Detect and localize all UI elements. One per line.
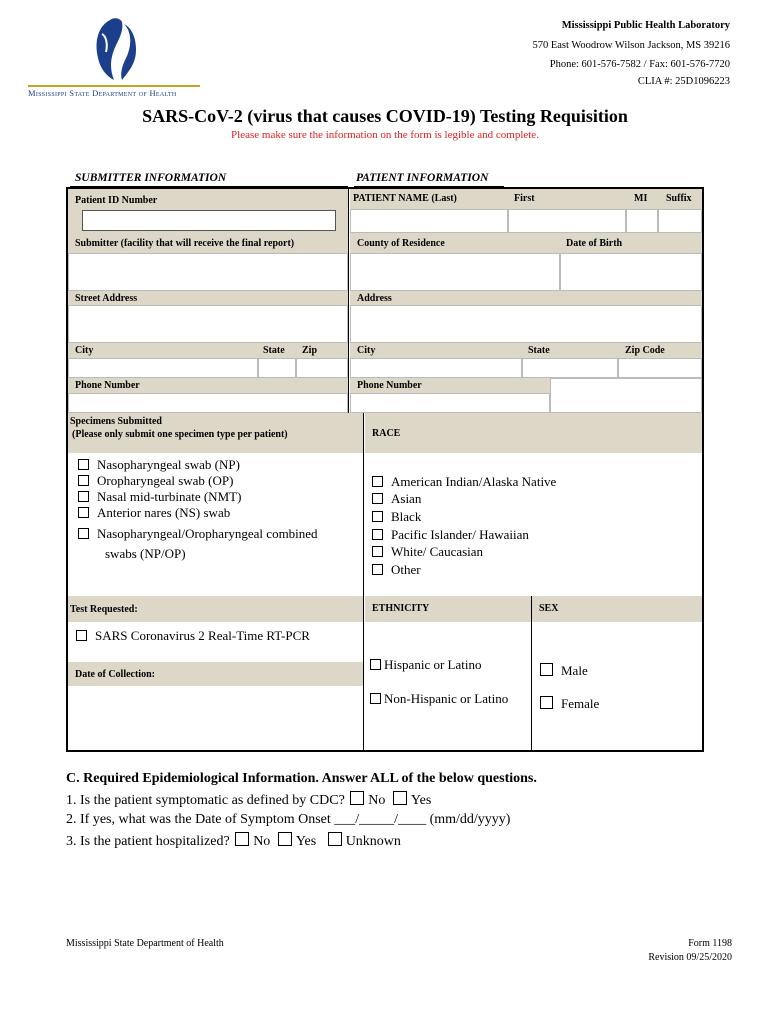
sex-male[interactable]: Male <box>540 662 588 679</box>
patient-address-label: Address <box>350 291 702 305</box>
logo-underline <box>28 85 200 87</box>
race-white[interactable]: White/ Caucasian <box>372 543 483 560</box>
city-input[interactable] <box>68 358 258 378</box>
race-pacific-islander[interactable]: Pacific Islander/ Hawaiian <box>372 526 529 543</box>
patient-state-label: State <box>522 343 618 358</box>
race-asian[interactable]: Asian <box>372 490 421 507</box>
q1-no-checkbox[interactable] <box>350 791 364 805</box>
patient-section-heading: PATIENT INFORMATION <box>356 172 489 184</box>
sex-label: SEX <box>532 596 702 622</box>
ethnicity-hispanic[interactable]: Hispanic or Latino <box>370 656 481 673</box>
phone-label: Phone Number <box>68 378 348 393</box>
q3-no-checkbox[interactable] <box>235 832 249 846</box>
patient-suffix-label: Suffix <box>658 189 702 209</box>
patient-phone-input[interactable] <box>350 393 550 413</box>
logo-text: Mississippi State Department of Health <box>28 88 177 98</box>
patient-city-label: City <box>350 343 522 358</box>
specimen-np-op-cont: swabs (NP/OP) <box>105 546 186 561</box>
footer-form-number: Form 1198 <box>688 938 732 949</box>
street-address-label: Street Address <box>68 291 348 305</box>
form-subtitle: Please make sure the information on the form is legible and complete. <box>231 129 539 141</box>
specimen-np-op-checkbox[interactable] <box>78 528 89 539</box>
patient-suffix-input[interactable] <box>658 209 702 233</box>
specimens-label-line1: Specimens Submitted <box>70 416 162 427</box>
patient-name-last-label: PATIENT NAME (Last) <box>350 189 508 209</box>
epi-heading: C. Required Epidemiological Information. Answer ALL of the below questions. <box>66 771 537 786</box>
patient-id-label: Patient ID Number <box>68 189 348 233</box>
state-input[interactable] <box>258 358 296 378</box>
lab-phone-fax: Phone: 601-576-7582 / Fax: 601-576-7720 <box>549 59 730 70</box>
date-of-collection-input[interactable] <box>68 686 363 750</box>
ethnicity-label: ETHNICITY <box>365 596 531 622</box>
lab-clia: CLIA #: 25D1096223 <box>637 76 730 87</box>
epi-question-2[interactable]: 2. If yes, what was the Date of Symptom Onset ___/_____/____ (mm/dd/yyyy) <box>66 812 511 827</box>
test-sars-cov2-pcr-checkbox[interactable] <box>76 630 87 641</box>
county-label: County of Residence <box>350 233 560 253</box>
specimen-ns-checkbox[interactable] <box>78 507 89 518</box>
q3-yes-checkbox[interactable] <box>278 832 292 846</box>
submitter-section-heading: SUBMITTER INFORMATION <box>75 172 227 184</box>
state-label: State <box>258 343 296 358</box>
city-label: City <box>68 343 258 358</box>
ethnicity-non-hispanic-checkbox[interactable] <box>370 693 381 704</box>
sex-female[interactable]: Female <box>540 695 599 712</box>
race-black-checkbox[interactable] <box>372 511 383 522</box>
patient-id-input[interactable] <box>82 210 336 231</box>
lab-name: Mississippi Public Health Laboratory <box>561 20 730 31</box>
test-sars-cov2-pcr[interactable]: SARS Coronavirus 2 Real-Time RT-PCR <box>76 627 310 644</box>
sex-female-checkbox[interactable] <box>540 696 553 709</box>
race-other-checkbox[interactable] <box>372 564 383 575</box>
sex-male-checkbox[interactable] <box>540 663 553 676</box>
submitter-input[interactable] <box>68 253 348 291</box>
race-other[interactable]: Other <box>372 561 421 578</box>
magnolia-leaf-icon <box>28 14 203 84</box>
ethnicity-non-hispanic[interactable]: Non-Hispanic or Latino <box>370 690 508 707</box>
patient-city-input[interactable] <box>350 358 522 378</box>
patient-first-input[interactable] <box>508 209 626 233</box>
race-american-indian[interactable]: American Indian/Alaska Native <box>372 473 556 490</box>
street-address-input[interactable] <box>68 305 348 343</box>
patient-phone-label: Phone Number <box>350 378 550 393</box>
specimen-nmt[interactable]: Nasal mid-turbinate (NMT) <box>78 488 241 505</box>
footer-left: Mississippi State Department of Health <box>66 938 224 949</box>
column-divider-lower <box>363 413 364 750</box>
specimen-np-checkbox[interactable] <box>78 459 89 470</box>
epi-question-3: 3. Is the patient hospitalized? No Yes Unknown <box>66 834 401 849</box>
phone-input[interactable] <box>68 393 348 413</box>
submitter-label: Submitter (facility that will receive the final report) <box>68 233 348 253</box>
specimens-label <box>68 413 363 453</box>
patient-name-last-input[interactable] <box>350 209 508 233</box>
msdh-logo <box>28 14 203 100</box>
specimen-ns[interactable]: Anterior nares (NS) swab <box>78 504 230 521</box>
race-american-indian-checkbox[interactable] <box>372 476 383 487</box>
zip-input[interactable] <box>296 358 348 378</box>
footer-revision: Revision 09/25/2020 <box>648 952 732 963</box>
patient-zip-label: Zip Code <box>618 343 702 358</box>
ethnicity-hispanic-checkbox[interactable] <box>370 659 381 670</box>
specimens-label-line2: (Please only submit one specimen type per patient) <box>72 429 288 440</box>
specimen-op[interactable]: Oropharyngeal swab (OP) <box>78 472 233 489</box>
race-black[interactable]: Black <box>372 508 421 525</box>
patient-address-input[interactable] <box>350 305 702 343</box>
q1-yes-checkbox[interactable] <box>393 791 407 805</box>
dob-input[interactable] <box>560 253 702 291</box>
race-label: RACE <box>365 413 702 453</box>
epi-question-1: 1. Is the patient symptomatic as defined by CDC? No Yes <box>66 793 432 808</box>
patient-first-label: First <box>508 189 626 209</box>
form-title: SARS-CoV-2 (virus that causes COVID-19) Testing Requisition <box>142 106 628 126</box>
specimen-np-op[interactable]: Nasopharyngeal/Oropharyngeal combined <box>78 525 318 542</box>
patient-mi-label: MI <box>626 189 658 209</box>
county-input[interactable] <box>350 253 560 291</box>
specimen-nmt-checkbox[interactable] <box>78 491 89 502</box>
column-divider-upper <box>348 189 349 413</box>
lab-address: 570 East Woodrow Wilson Jackson, MS 39216 <box>532 40 730 51</box>
date-of-collection-label: Date of Collection: <box>68 662 363 686</box>
patient-zip-input[interactable] <box>618 358 702 378</box>
race-white-checkbox[interactable] <box>372 546 383 557</box>
race-pacific-islander-checkbox[interactable] <box>372 529 383 540</box>
q3-unknown-checkbox[interactable] <box>328 832 342 846</box>
specimen-np[interactable]: Nasopharyngeal swab (NP) <box>78 456 240 473</box>
test-requested-label: Test Requested: <box>68 596 363 622</box>
patient-state-input[interactable] <box>522 358 618 378</box>
zip-label: Zip <box>296 343 348 358</box>
specimen-op-checkbox[interactable] <box>78 475 89 486</box>
dob-label: Date of Birth <box>560 233 702 253</box>
patient-phone-input-extra[interactable] <box>550 378 702 413</box>
race-asian-checkbox[interactable] <box>372 493 383 504</box>
patient-mi-input[interactable] <box>626 209 658 233</box>
